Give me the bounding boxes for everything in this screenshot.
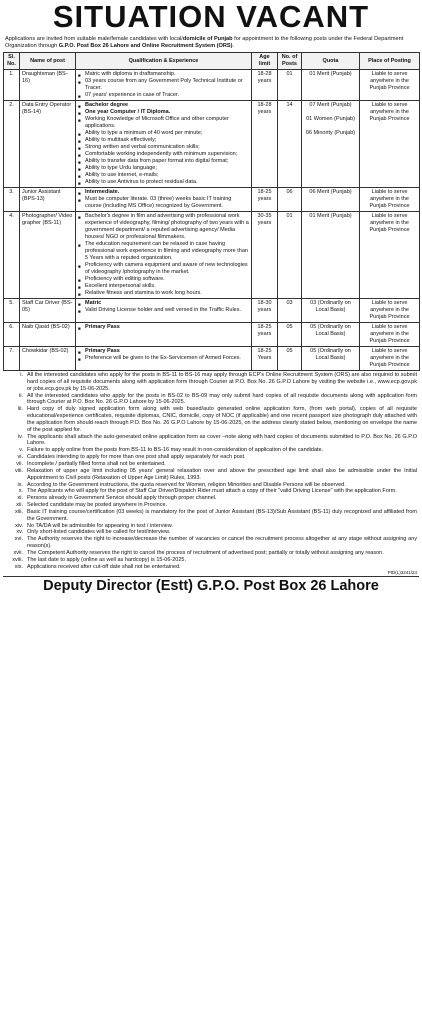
qualification-list — [78, 324, 249, 331]
cell-qualification — [76, 347, 252, 371]
cell-quota: 05 (Ordinarily on Local Basis) — [302, 323, 360, 347]
cell-sl: 7. — [4, 347, 20, 371]
note-item — [5, 447, 417, 454]
intro-text-2: for appointment to the following posts under the Federal Department Organization through — [5, 36, 404, 50]
cell-quota: 03 (Ordinarily on Local Basis) — [302, 299, 360, 323]
intro-domicile: domicile of Punjab — [182, 36, 233, 42]
note-number: xiii. — [15, 508, 23, 515]
cell-quota: 06 Merit (Punjab) — [302, 188, 360, 212]
note-text: The Competent Authority reserves the right to cancel the process of recruitment of advertised post; partially or totally without assigning any reason. — [27, 549, 384, 556]
qualification-item: ■ Comfortable working independently with minimum supervision; — [85, 151, 249, 158]
intro-text-3: . — [232, 43, 235, 50]
note-text: The Authority reserves the right to increase/decrease the number of vacancies or cancel the recruitment process altogether at any stage without assigning any reason(s). — [27, 536, 417, 550]
qualification-item: ■ Ability to multitask effectively; — [85, 137, 249, 144]
cell-post: Naib Qasid (BS-02) — [20, 323, 76, 347]
cell-age: 30-35 years — [252, 212, 278, 299]
pid-number: PID(L)3241/24 — [387, 570, 417, 576]
note-item — [5, 564, 417, 571]
qualification-item: ■ Ability to use Antivirus to protect residual data. — [85, 179, 249, 186]
cell-post: Photographer/ Video grapher (BS-11) — [20, 212, 76, 299]
intro-recruitment-system: G.P.O. Post Box 26 Lahore and Online Recruitment System (ORS) — [58, 43, 233, 50]
cell-posting: Liable to serve anywhere in the Punjab Province — [360, 188, 420, 212]
table-row — [4, 101, 420, 188]
qualification-item: ■ Strong written and verbal communication skills; — [85, 144, 249, 151]
cell-posts: 06 — [278, 188, 302, 212]
note-number: x. — [18, 488, 23, 495]
note-number: xvi. — [14, 536, 23, 543]
cell-sl: 4. — [4, 212, 20, 299]
note-item — [5, 536, 417, 550]
cell-age: 18-25 years — [252, 188, 278, 212]
note-item — [5, 502, 417, 509]
cell-age: 18-28 years — [252, 70, 278, 101]
qualification-item: ■ Matric with diploma in draftsmanship. — [85, 71, 249, 78]
note-text: Relaxation of upper age limit including 05 years' general relaxation over and above the prescribed age limit shall also be admissible under the Initial Appointment to Civil posts (Relaxation of Upper Age Limit) Rules, 1993. — [27, 467, 417, 481]
note-number: xii. — [16, 502, 23, 509]
qualification-list — [78, 348, 249, 362]
ad-title: SITUATION VACANT — [52, 0, 370, 34]
cell-posts: 01 — [278, 212, 302, 299]
cell-post: Draughtsman (BS-16) — [20, 70, 76, 101]
cell-qualification — [76, 188, 252, 212]
note-text: Incomplete / partially filled forms shall not be entertained. — [27, 460, 166, 467]
cell-posting: Liable to serve anywhere in the Punjab Province — [360, 299, 420, 323]
note-number: xviii. — [12, 556, 23, 563]
cell-qualification — [76, 299, 252, 323]
qualification-item: ■ Preference will be given to the Ex-Servicemen of Armed Forces. — [85, 355, 249, 362]
cell-quota: 07 Merit (Punjab) 01 Women (Punjab) 06 Minority (Punjab) — [302, 101, 360, 188]
qualification-list — [78, 102, 249, 186]
note-item — [5, 550, 417, 557]
footer-address: Deputy Director (Estt) G.P.O. Post Box 26 Lahore — [3, 576, 419, 594]
note-text: According to the Government instructions, the quota reserved for Women, religion Minorities and Disable Persons will be observed. — [27, 481, 346, 488]
note-text: Applications received after cut-off date shall not be entertained. — [27, 563, 181, 570]
notes-list — [3, 371, 419, 570]
note-text: Candidates intending to apply for more than one post shall apply separately for each post. — [27, 454, 246, 461]
cell-posts: 05 — [278, 347, 302, 371]
cell-posting: Liable to serve anywhere in the Punjab Province — [360, 101, 420, 188]
cell-posting: Liable to serve anywhere in the Punjab Province — [360, 212, 420, 299]
qualification-item: ■ Bachelor's degree in film and advertising with professional work experience of videography, filming/ photography of two years with a government department/ a reputed advertising agency/ Media houses/ NGO or professional filmmakers. — [85, 213, 249, 241]
cell-sl: 3. — [4, 188, 20, 212]
cell-posts: 14 — [278, 101, 302, 188]
cell-qualification — [76, 70, 252, 101]
qualification-item: ■ Primary Pass — [85, 324, 249, 331]
note-item — [5, 495, 417, 502]
cell-age: 18-25 years — [252, 323, 278, 347]
cell-age: 18-28 years — [252, 101, 278, 188]
qualification-item: ■ 07 years' experience in case of Tracer. — [85, 92, 249, 99]
header-sl: Sl. No. — [4, 53, 20, 70]
cell-posts: 03 — [278, 299, 302, 323]
note-item — [5, 523, 417, 530]
note-text: Hard copy of duly signed application form along with web based/auto generated online application form, (from web portal), copies of all requisite educational/experience certificates, requisite diplomas, CNIC, domicile, copy of NOC (if applicable) and one recent passport size photograph duly attached with the application form should reach through P.O. Box No. 26 G.P.O Lahore by 15-06-2025, on the address clearly stated below, mentioning on envelope the name of the post applied for. — [27, 406, 417, 433]
note-item — [5, 488, 417, 495]
header-post: Name of post — [20, 53, 76, 70]
qualification-item: ■ Proficiency with camera equipment and aware of new technologies of videography /photography in the market. — [85, 262, 249, 276]
note-item — [5, 529, 417, 536]
note-text: Selected candidate may be posted anywhere in Province. — [27, 502, 168, 509]
cell-age: 18-30 years — [252, 299, 278, 323]
note-number: xv. — [16, 529, 23, 536]
qualification-list — [78, 71, 249, 99]
note-number: vi. — [17, 454, 23, 461]
cell-sl: 5. — [4, 299, 20, 323]
note-number: xix. — [14, 563, 23, 570]
cell-sl: 6. — [4, 323, 20, 347]
note-item — [5, 372, 417, 393]
qualification-item: ■ Ability to use internet, e-mails; — [85, 172, 249, 179]
header-qualification: Qualification & Experience — [76, 53, 252, 70]
note-number: i. — [20, 372, 23, 378]
qualification-item: ■ Excellent interpersonal skills. — [85, 283, 249, 290]
cell-post: Junior Assistant (BPS-13) — [20, 188, 76, 212]
header-age: Age limit — [252, 53, 278, 70]
note-text: All the interested candidates who apply for the posts in BS-11 to BS-16 may apply through ECP's Online Recruitment System (ORS) are also required to submit hard copies of all requisite documents along with application form through Courier at P.O. Box No. 26 G.P.O Lahore by visiting the website i.e., www.ecp.gov.pk or jobs.ecp.gov.pk by 15-06-2025. — [27, 372, 417, 392]
table-row — [4, 70, 420, 101]
qualification-list — [78, 300, 249, 314]
note-text: The last date to apply (online as well as hardcopy) is 15-06-2025. — [27, 556, 186, 563]
qualification-item: ■ Relative fitness and stamina to work long hours. — [85, 290, 249, 297]
qualification-item: ■ Must be computer literate. 03 (three) weeks basic IT training course (including MS Office) recognized by Government. — [85, 196, 249, 210]
note-item — [5, 434, 417, 448]
cell-posting: Liable to serve anywhere in the Punjab Province — [360, 323, 420, 347]
cell-posting: Liable to serve anywhere in the Punjab Province — [360, 347, 420, 371]
qualification-item: ■ Valid Driving License holder and well versed in the Traffic Rules. — [85, 307, 249, 314]
qualification-item: ■ The education requirement can be relaxed in case having professional work experience in filming and videography more than 5 Years with a reputed organization. — [85, 241, 249, 262]
cell-posts: 01 — [278, 70, 302, 101]
qualification-item: ■ Bachelor degree — [85, 102, 249, 109]
note-text: Persons already in Government Service should apply through proper channel. — [27, 495, 217, 502]
cell-post: Chowkidar (BS-02) — [20, 347, 76, 371]
qualification-list — [78, 189, 249, 210]
qualification-item: ■ Working Knowledge of Microsoft Office and other computer applications. — [85, 116, 249, 130]
note-text: Basic IT training course/certification (03 weeks) is mandatory for the post of Junior Assistant (BS-13)/Sub Assistant (BS-11) duly recognized and affiliated from the Government. — [27, 508, 417, 522]
note-item — [5, 557, 417, 564]
qualification-item: ■ Ability to type a minimum of 40 word per minute; — [85, 130, 249, 137]
cell-sl: 2. — [4, 101, 20, 188]
intro-paragraph — [3, 36, 419, 52]
table-header-row — [4, 53, 420, 70]
intro-text-1: Applications are invited from suitable male/female candidates with local/ — [5, 36, 183, 42]
table-row — [4, 299, 420, 323]
table-row — [4, 212, 420, 299]
note-number: xi. — [17, 495, 23, 502]
note-number: ii. — [19, 392, 23, 399]
qualification-item: ■ Primary Pass — [85, 348, 249, 355]
qualification-item: ■ Proficiency with editing software. — [85, 276, 249, 283]
note-number: vii. — [16, 460, 23, 467]
qualification-item: ■ One year Computer / IT Diploma. — [85, 109, 249, 116]
note-text: The Applicants who will apply for the post of Staff Car Driver/Dispatch Rider must attach a copy of their "valid Driving License" with the application Form. — [27, 488, 397, 495]
note-number: iv. — [17, 433, 23, 440]
posts-table — [3, 52, 420, 371]
cell-qualification — [76, 101, 252, 188]
note-text: Only short-listed candidates will be called for test/interview. — [27, 529, 171, 536]
note-number: ix. — [17, 481, 23, 488]
qualification-item: ■ 03 years course from any Government Poly Technical Institute or Tracer. — [85, 78, 249, 92]
note-item — [5, 454, 417, 461]
table-row — [4, 188, 420, 212]
note-number: xiv. — [15, 522, 23, 529]
note-text: All the interested candidates who apply for the posts in BS-02 to BS-09 may only submit hard copies of all requisite documents along with application form through Courier at P.O. Box No. 26 G.P.O Lahore by 15-06-2025. — [27, 392, 417, 406]
header-posts: No. of Posts — [278, 53, 302, 70]
cell-post: Staff Car Driver (BS-05) — [20, 299, 76, 323]
note-text: Failure to apply online from the posts from BS-11 to BS-16 may result in non-consideration of application of the candidate. — [27, 447, 324, 454]
header-quota: Quota — [302, 53, 360, 70]
cell-qualification — [76, 212, 252, 299]
cell-post: Data Entry Operator (BS-14) — [20, 101, 76, 188]
note-number: v. — [19, 447, 23, 454]
note-item — [5, 482, 417, 489]
cell-quota: 01 Merit (Punjab) — [302, 70, 360, 101]
note-item — [5, 461, 417, 468]
table-row — [4, 323, 420, 347]
qualification-item: ■ Ability to type Urdu language; — [85, 165, 249, 172]
note-item — [5, 406, 417, 433]
qualification-item: ■ Intermediate. — [85, 189, 249, 196]
cell-posts: 05 — [278, 323, 302, 347]
note-text: The applicants shall attach the auto-generated online application form as cover –note along with hard copies of documents submitted to P.O. Box No. 26 G.P.O Lahore. — [27, 433, 417, 447]
note-item — [5, 393, 417, 407]
note-text: No TA/DA will be admissible for appearing in test / interview. — [27, 522, 173, 529]
note-number: iii. — [17, 406, 23, 413]
note-item — [5, 509, 417, 523]
table-row — [4, 347, 420, 371]
note-number: xvii. — [13, 549, 23, 556]
cell-age: 18-25 Years — [252, 347, 278, 371]
cell-quota: 01 Merit (Punjab) — [302, 212, 360, 299]
qualification-item: ■ Matric — [85, 300, 249, 307]
cell-posting: Liable to serve anywhere in the Punjab Province — [360, 70, 420, 101]
cell-quota: 05 (Ordinarily on Local Basis) — [302, 347, 360, 371]
cell-sl: 1. — [4, 70, 20, 101]
header-posting: Place of Posting — [360, 53, 420, 70]
note-item — [5, 468, 417, 482]
qualification-list — [78, 213, 249, 297]
note-number: viii. — [15, 467, 23, 474]
cell-qualification — [76, 323, 252, 347]
qualification-item: ■ Ability to transfer data from paper format into digital format; — [85, 158, 249, 165]
advertisement — [3, 0, 419, 594]
